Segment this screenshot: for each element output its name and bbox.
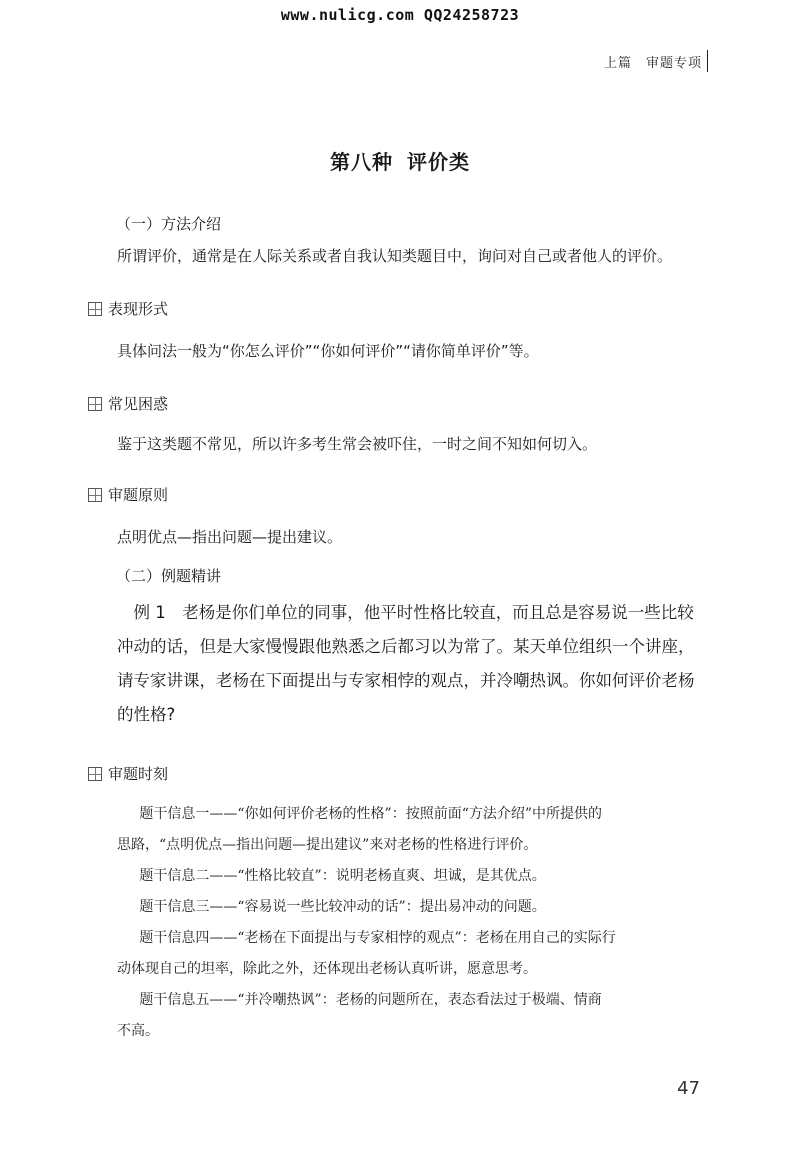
confusion-heading [88, 392, 168, 416]
chapter-name: 评价类 [407, 150, 470, 174]
analysis-info-4: 题干信息四——“老杨在下面提出与专家相悖的观点”：老杨在用自己的实际行 [139, 930, 616, 946]
principle-text: 点明优点—指出问题—提出建议。 [117, 528, 343, 546]
example-1-text: 例 1 老杨是你们单位的同事，他平时性格比较直，而且总是容易说一些比较冲动的话，但是大家慢慢跟他熟悉之后都习以为常了。某天单位组织一个讲座，请专家讲课，老杨在下面提出与专家相悖的观点，并冷嘲热讽。你如何评价老杨的性格? [117, 603, 695, 724]
analysis-info-1: 题干信息一——“你如何评价老杨的性格”：按照前面“方法介绍”中所提供的 [139, 806, 603, 822]
analysis-info-4-cont: 动体现自己的坦率，除此之外，还体现出老杨认真听讲，愿意思考。 [117, 961, 537, 977]
section-grid-icon [88, 767, 102, 781]
confusion-text: 鉴于这类题不常见，所以许多考生常会被吓住，一时之间不知如何切入。 [117, 435, 598, 453]
section-grid-icon [88, 488, 102, 502]
analysis-body [117, 799, 695, 1047]
analysis-info-3: 题干信息三——“容易说一些比较冲动的话”：提出易冲动的问题。 [139, 899, 546, 915]
examples-heading: （二）例题精讲 [116, 567, 222, 585]
chapter-title [0, 146, 800, 175]
principle-heading-label: 审题原则 [108, 486, 169, 504]
analysis-info-2: 题干信息二——“性格比较直”：说明老杨直爽、坦诚，是其优点。 [139, 868, 546, 884]
principle-heading [88, 483, 168, 507]
page-number: 47 [677, 1078, 700, 1099]
section-grid-icon [88, 397, 102, 411]
example-1 [117, 596, 697, 732]
analysis-info-5: 题干信息五——“并冷嘲热讽”：老杨的问题所在，表态看法过于极端、情商 [139, 992, 602, 1008]
analysis-heading-label: 审题时刻 [108, 765, 169, 783]
header-divider [707, 50, 708, 72]
method-heading: （一）方法介绍 [116, 215, 222, 233]
method-definition: 所谓评价，通常是在人际关系或者自我认知类题目中，询问对自己或者他人的评价。 [117, 247, 673, 265]
section-grid-icon [88, 302, 102, 316]
running-header [604, 52, 702, 71]
confusion-heading-label: 常见困惑 [108, 395, 169, 413]
analysis-heading [88, 762, 168, 786]
running-header-section: 审题专项 [645, 56, 702, 71]
watermark-text: www.nulicg.com QQ24258723 [280, 6, 520, 24]
running-header-part: 上篇 [603, 56, 632, 71]
chapter-label: 第八种 [330, 150, 393, 174]
analysis-info-1-cont: 思路，“点明优点—指出问题—提出建议”来对老杨的性格进行评价。 [117, 837, 538, 853]
forms-heading-label: 表现形式 [108, 300, 169, 318]
analysis-info-5-cont: 不高。 [117, 1023, 159, 1039]
forms-text: 具体问法一般为“你怎么评价”“你如何评价”“请你简单评价”等。 [117, 342, 539, 360]
forms-heading [88, 297, 168, 321]
